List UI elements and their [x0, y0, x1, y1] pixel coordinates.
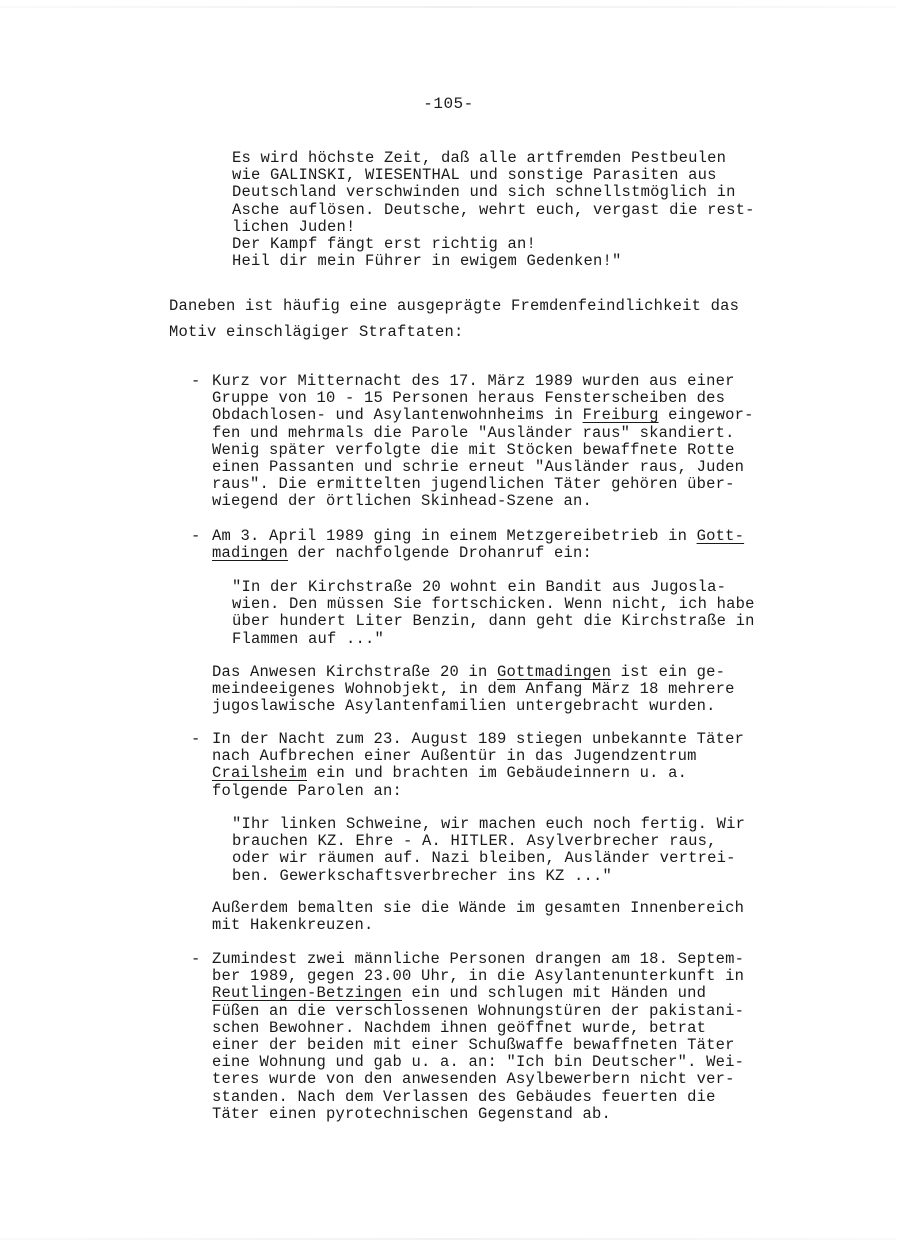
item-line: nach Aufbrechen einer Außentür in das Jugendzentrum: [212, 747, 697, 766]
list-bullet-dash: -: [191, 950, 201, 968]
quote-line: über hundert Liter Benzin, dann geht die Kirchstraße in: [232, 612, 755, 631]
item-line: teres wurde von den anwesenden Asylbewerbern nicht ver-: [212, 1070, 735, 1089]
quote-line: Asche auflösen. Deutsche, wehrt euch, vergast die rest-: [232, 200, 755, 219]
intro-line: Daneben ist häufig eine ausgeprägte Fremdenfeindlichkeit das: [169, 297, 740, 315]
quote-line: ben. Gewerkschaftsverbrecher ins KZ ...": [232, 866, 613, 885]
list-item-freiburg: [212, 373, 754, 511]
item-line: einer der beiden mit einer Schußwaffe bewaffneten Täter: [212, 1036, 735, 1055]
quote-line: "In der Kirchstraße 20 wohnt ein Bandit aus Jugosla-: [232, 578, 727, 596]
place-name-freiburg: Freiburg: [582, 406, 659, 425]
item-line: In der Nacht zum 23. August 189 stiegen unbekannte Täter: [212, 730, 745, 748]
item-line: ber 1989, gegen 23.00 Uhr, in die Asylantenunterkunft in: [212, 967, 745, 986]
quote-line: Flammen auf ...": [232, 629, 385, 648]
list-item-crailsheim: [212, 731, 744, 800]
quote-line: Es wird höchste Zeit, daß alle artfremden Pestbeulen: [232, 149, 727, 167]
paragraph-gottmadingen-after: [212, 664, 735, 716]
intro-line: Motiv einschlägiger Straftaten:: [169, 323, 464, 341]
place-name-gottmadingen: madingen: [212, 544, 289, 563]
item-line: Kurz vor Mitternacht des 17. März 1989 wurden aus einer: [212, 372, 735, 390]
item-line: jugoslawische Asylantenfamilien untergebracht wurden.: [212, 697, 716, 716]
item-line: meindeeigenes Wohnobjekt, in dem Anfang März 18 mehrere: [212, 680, 735, 699]
quote-line: "Ihr linken Schweine, wir machen euch noch fertig. Wir: [232, 815, 746, 833]
item-line: eine Wohnung und gab u. a. an: "Ich bin Deutscher". Wei-: [212, 1053, 745, 1072]
item-line: Außerdem bemalten sie die Wände im gesamten Innenbereich: [212, 899, 745, 917]
scan-edge-top: [0, 6, 897, 8]
item-line: Zumindest zwei männliche Personen drangen am 18. Septem-: [212, 950, 745, 968]
item-line: mit Hakenkreuzen.: [212, 916, 374, 935]
item-line: ein und schlugen mit Händen und: [402, 984, 707, 1003]
item-line: der nachfolgende Drohanruf ein:: [288, 544, 593, 563]
item-line: Täter einen pyrotechnischen Gegenstand ab.: [212, 1104, 612, 1123]
item-line: schen Bewohner. Nachdem ihnen geöffnet wurde, betrat: [212, 1018, 707, 1037]
item-line: standen. Nach dem Verlassen des Gebäudes feuerten die: [212, 1087, 716, 1106]
quote-line: wien. Den müssen Sie fortschicken. Wenn nicht, ich habe: [232, 595, 755, 614]
item-line: fen und mehrmals die Parole "Ausländer raus" skandiert.: [212, 423, 735, 442]
place-name-reutlingen-betzingen: Reutlingen-Betzingen: [212, 984, 403, 1003]
quote-line: Heil dir mein Führer in ewigem Gedenken!": [232, 252, 622, 271]
item-line: Am 3. April 1989 ging in einem Metzgereibetrieb in: [212, 527, 697, 545]
item-line: Gruppe von 10 - 15 Personen heraus Fensterscheiben des: [212, 389, 726, 408]
quote-line: Der Kampf fängt erst richtig an!: [232, 235, 537, 254]
quote-line: lichen Juden!: [232, 217, 356, 236]
intro-paragraph: [169, 293, 739, 345]
item-line: eingewor-: [658, 406, 754, 425]
item-line: wiegend der örtlichen Skinhead-Szene an.: [212, 492, 593, 511]
quote-line: Deutschland verschwinden und sich schnellstmöglich in: [232, 183, 736, 202]
paragraph-crailsheim-after: [212, 900, 744, 934]
place-name-crailsheim: Crailsheim: [212, 764, 308, 783]
item-line: Wenig später verfolgte die mit Stöcken bewaffnete Rotte: [212, 440, 735, 459]
item-line: einen Passanten und schrie erneut "Ausländer raus, Juden: [212, 458, 745, 477]
item-line: folgende Parolen an:: [212, 781, 403, 800]
quote-block-gottmadingen: [232, 579, 755, 648]
place-name-gottmadingen: Gottmadingen: [497, 663, 612, 681]
list-bullet-dash: -: [191, 372, 201, 390]
item-line: Das Anwesen Kirchstraße 20 in: [212, 663, 498, 681]
list-item-reutlingen: [212, 951, 744, 1123]
item-line: ein und brachten im Gebäudeinnern u. a.: [307, 764, 688, 783]
list-bullet-dash: -: [191, 527, 201, 545]
quote-line: oder wir räumen auf. Nazi bleiben, Ausländer vertrei-: [232, 849, 736, 868]
item-line: Füßen an die verschlossenen Wohnungstüren der pakistani-: [212, 1001, 745, 1020]
quote-line: wie GALINSKI, WIESENTHAL und sonstige Parasiten aus: [232, 166, 717, 185]
place-name-gottmadingen: Gott-: [696, 527, 745, 545]
item-line: Obdachlosen- und Asylantenwohnheims in: [212, 406, 583, 425]
list-item-gottmadingen: [212, 528, 744, 562]
page-number: -105-: [423, 95, 474, 113]
scan-edge-bottom: [0, 1238, 897, 1240]
quote-block-crailsheim: [232, 816, 745, 885]
list-bullet-dash: -: [191, 730, 201, 748]
quote-line: brauchen KZ. Ehre - A. HITLER. Asylverbrecher raus,: [232, 832, 717, 851]
item-line: raus". Die ermittelten jugendlichen Täter gehören über-: [212, 475, 735, 494]
quote-block-top: [232, 150, 755, 270]
item-line: ist ein ge-: [611, 663, 726, 681]
